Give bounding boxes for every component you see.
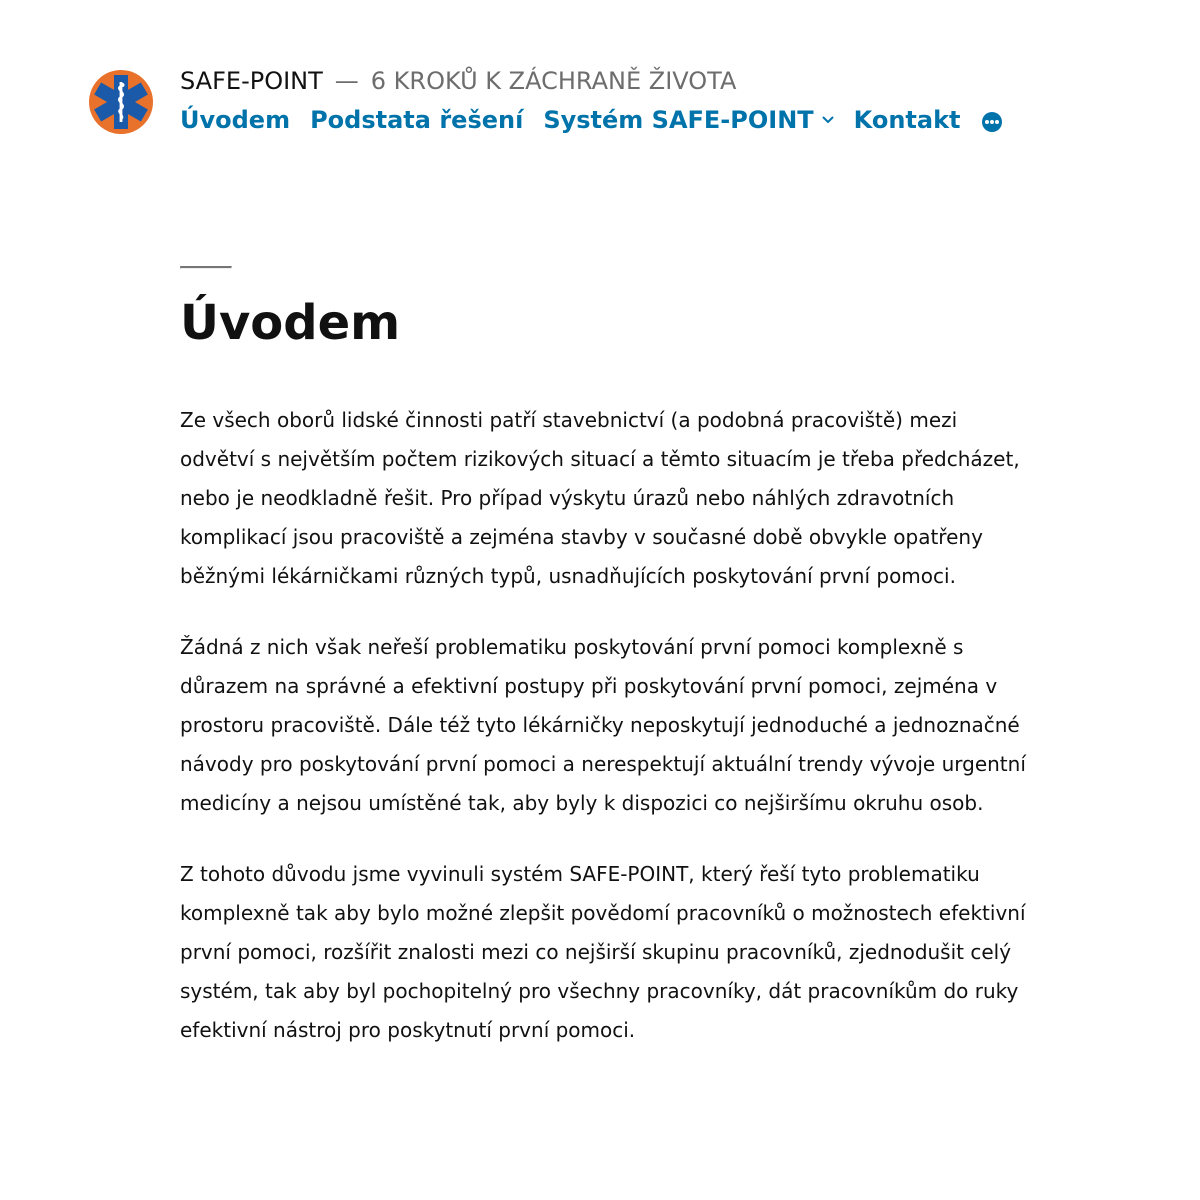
more-menu-button[interactable] xyxy=(981,111,1003,133)
article-paragraph: Ze všech oborů lidské činnosti patří stavebnictví (a podobná pracoviště) mezi odvětví s největším počtem rizikových situací a těmto situacím je třeba předcházet, nebo je neodkladně řešit. Pro případ výskytu úrazů nebo náhlých zdravotních komplikací jsou pracoviště a zejména stavby v současné době obvykle opatřeny běžnými lékárničkami různých typů, usnadňujících poskytování první pomoci. xyxy=(180,408,1020,588)
nav-item-label: Úvodem xyxy=(180,106,291,134)
main-article xyxy=(180,266,1030,1082)
article-paragraph: Žádná z nich však neřeší problematiku poskytování první pomoci komplexně s důrazem na správné a efektivní postupy při poskytování první pomoci, zejména v prostoru pracoviště. Dále též tyto lékárničky neposkytují jednoduché a jednoznačné návody pro poskytování první pomoci a nerespektují aktuální trendy vývoje urgentní medicíny a nejsou umístěné tak, aby byly k dispozici co nejširšímu okruhu osob. xyxy=(180,635,1026,815)
star-of-life-logo-icon xyxy=(88,69,154,135)
site-logo[interactable] xyxy=(88,69,154,135)
nav-item-label: Podstata řešení xyxy=(310,106,524,134)
article-paragraph: Z tohoto důvodu jsme vyvinuli systém SAFE-POINT, který řeší tyto problematiku komplexně tak aby bylo možné zlepšit povědomí pracovníků o možnostech efektivní první pomoci, rozšířit znalosti mezi co nejširší skupinu pracovníků, zjednodušit celý systém, tak aby byl pochopitelný pro všechny pracovníky, dát pracovníkům do ruky efektivní nástroj pro poskytnutí první pomoci. xyxy=(180,862,1026,1042)
nav-item-label: Systém SAFE-POINT xyxy=(543,106,814,134)
chevron-down-icon[interactable] xyxy=(822,116,834,124)
title-separator: — xyxy=(334,67,359,95)
site-header xyxy=(0,0,1200,160)
site-branding xyxy=(180,64,736,98)
main-navigation xyxy=(180,102,1003,138)
more-horizontal-icon xyxy=(981,111,1003,133)
nav-item-label: Kontakt xyxy=(853,106,961,134)
nav-item-uvodem[interactable] xyxy=(180,102,290,138)
page-title: Úvodem xyxy=(180,295,401,351)
title-divider xyxy=(180,266,232,269)
nav-item-kontakt[interactable] xyxy=(854,102,961,138)
site-tagline: 6 KROKŮ K ZÁCHRANĚ ŽIVOTA xyxy=(370,67,737,95)
site-title[interactable]: SAFE-POINT xyxy=(180,67,323,95)
article-content xyxy=(180,401,1030,1050)
nav-item-system-safe-point[interactable] xyxy=(543,102,833,138)
nav-item-podstata-reseni[interactable] xyxy=(310,102,523,138)
